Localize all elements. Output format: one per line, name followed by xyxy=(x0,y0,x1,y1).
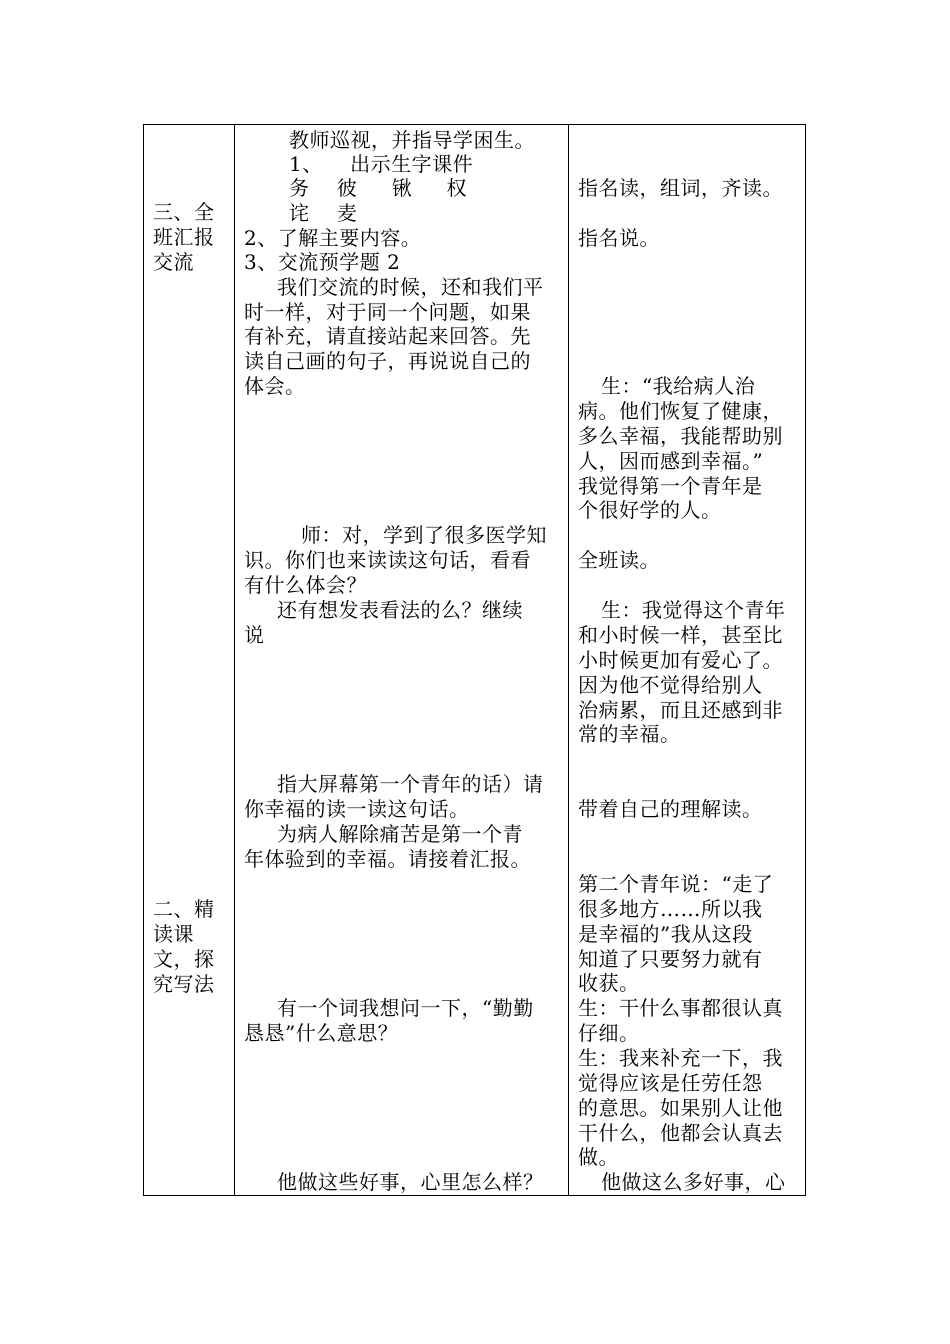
student-text-line: 生：“我给病人治 xyxy=(601,374,756,398)
student-text-line: 常的幸福。 xyxy=(578,722,681,746)
teacher-text-line: 读自己画的句子，再说说自己的 xyxy=(244,349,531,373)
column-divider-1 xyxy=(234,124,235,1196)
teacher-text-line: 恳恳”什么意思？ xyxy=(244,1021,399,1045)
student-text-line: 第二个青年说：“走了 xyxy=(578,872,774,896)
student-text-line: 因为他不觉得给别人 xyxy=(578,673,763,697)
teacher-text-line: 为病人解除痛苦是第一个青 xyxy=(277,822,523,846)
student-text-line: 是幸福的”我从这段 xyxy=(578,922,753,946)
student-text-line: 指名说。 xyxy=(578,226,660,250)
student-text-line: 仔细。 xyxy=(578,1021,640,1045)
student-text-line: 收获。 xyxy=(578,971,640,995)
student-text-line: 做。 xyxy=(578,1145,619,1169)
student-text-line: 指名读，组词，齐读。 xyxy=(578,176,783,200)
teacher-text-line: 有一个词我想问一下，“勤勤 xyxy=(277,996,534,1020)
teacher-text-line: 指大屏幕第一个青年的话）请 xyxy=(277,772,544,796)
student-text-line: 生：我觉得这个青年 xyxy=(601,598,786,622)
student-text-line: 我觉得第一个青年是 xyxy=(578,474,763,498)
section-3-heading-line: 三、全 xyxy=(153,200,215,224)
teacher-text-line: 年体验到的幸福。请接着汇报。 xyxy=(244,847,531,871)
student-text-line: 干什么，他都会认真去 xyxy=(578,1121,783,1145)
student-text-line: 小时候更加有爱心了。 xyxy=(578,648,783,672)
student-text-line: 和小时候一样，甚至比 xyxy=(578,623,783,647)
section-2-heading-line: 究写法 xyxy=(153,972,215,996)
vocab-characters-line: 诧 麦 xyxy=(289,201,358,225)
student-text-line: 生：干什么事都很认真 xyxy=(578,996,783,1020)
teacher-text-line: 体会。 xyxy=(244,374,306,398)
student-text-line: 生：我来补充一下，我 xyxy=(578,1046,783,1070)
teacher-text-line: 还有想发表看法的么？继续 xyxy=(277,598,523,622)
teacher-text-line: 他做这些好事，心里怎么样？ xyxy=(277,1170,544,1194)
teacher-text-line: 有什么体会？ xyxy=(244,573,367,597)
vocab-characters-line: 务 彼 锹 权 xyxy=(289,176,468,200)
student-text-line: 带着自己的理解读。 xyxy=(578,797,763,821)
section-3-heading-line: 班汇报 xyxy=(153,225,215,249)
student-text-line: 人，因而感到幸福。” xyxy=(578,449,764,473)
student-text-line: 的意思。如果别人让他 xyxy=(578,1096,783,1120)
section-3-heading-line: 交流 xyxy=(153,250,194,274)
teacher-text-line: 3、交流预学题 2 xyxy=(244,250,401,274)
teacher-text-line: 你幸福的读一读这句话。 xyxy=(244,797,470,821)
student-text-line: 治病累，而且还感到非 xyxy=(578,698,783,722)
teacher-text-line: 说 xyxy=(244,623,265,647)
student-text-line: 很多地方……所以我 xyxy=(578,897,763,921)
column-divider-2 xyxy=(568,124,569,1196)
teacher-text-line: 我们交流的时候，还和我们平 xyxy=(277,275,544,299)
teacher-text-line: 有补充，请直接站起来回答。先 xyxy=(244,324,531,348)
section-2-heading-line: 二、精 xyxy=(153,897,215,921)
student-text-line: 多么幸福，我能帮助别 xyxy=(578,424,783,448)
teacher-text-line: 1、 出示生字课件 xyxy=(289,152,474,176)
student-text-line: 知道了只要努力就有 xyxy=(578,947,763,971)
student-text-line: 全班读。 xyxy=(578,548,660,572)
teacher-text-line: 2、了解主要内容。 xyxy=(244,226,422,250)
student-text-line: 他做这么多好事，心 xyxy=(601,1170,786,1194)
student-text-line: 觉得应该是任劳任怨 xyxy=(578,1071,763,1095)
section-2-heading-line: 读课 xyxy=(153,922,194,946)
teacher-text-line: 识。你们也来读读这句话，看看 xyxy=(244,548,531,572)
teacher-text-line: 教师巡视，并指导学困生。 xyxy=(289,128,535,152)
teacher-text-line: 师：对，学到了很多医学知 xyxy=(301,523,547,547)
student-text-line: 病。他们恢复了健康， xyxy=(578,399,783,423)
student-text-line: 个很好学的人。 xyxy=(578,498,722,522)
teacher-text-line: 时一样，对于同一个问题，如果 xyxy=(244,300,531,324)
section-2-heading-line: 文，探 xyxy=(153,947,215,971)
